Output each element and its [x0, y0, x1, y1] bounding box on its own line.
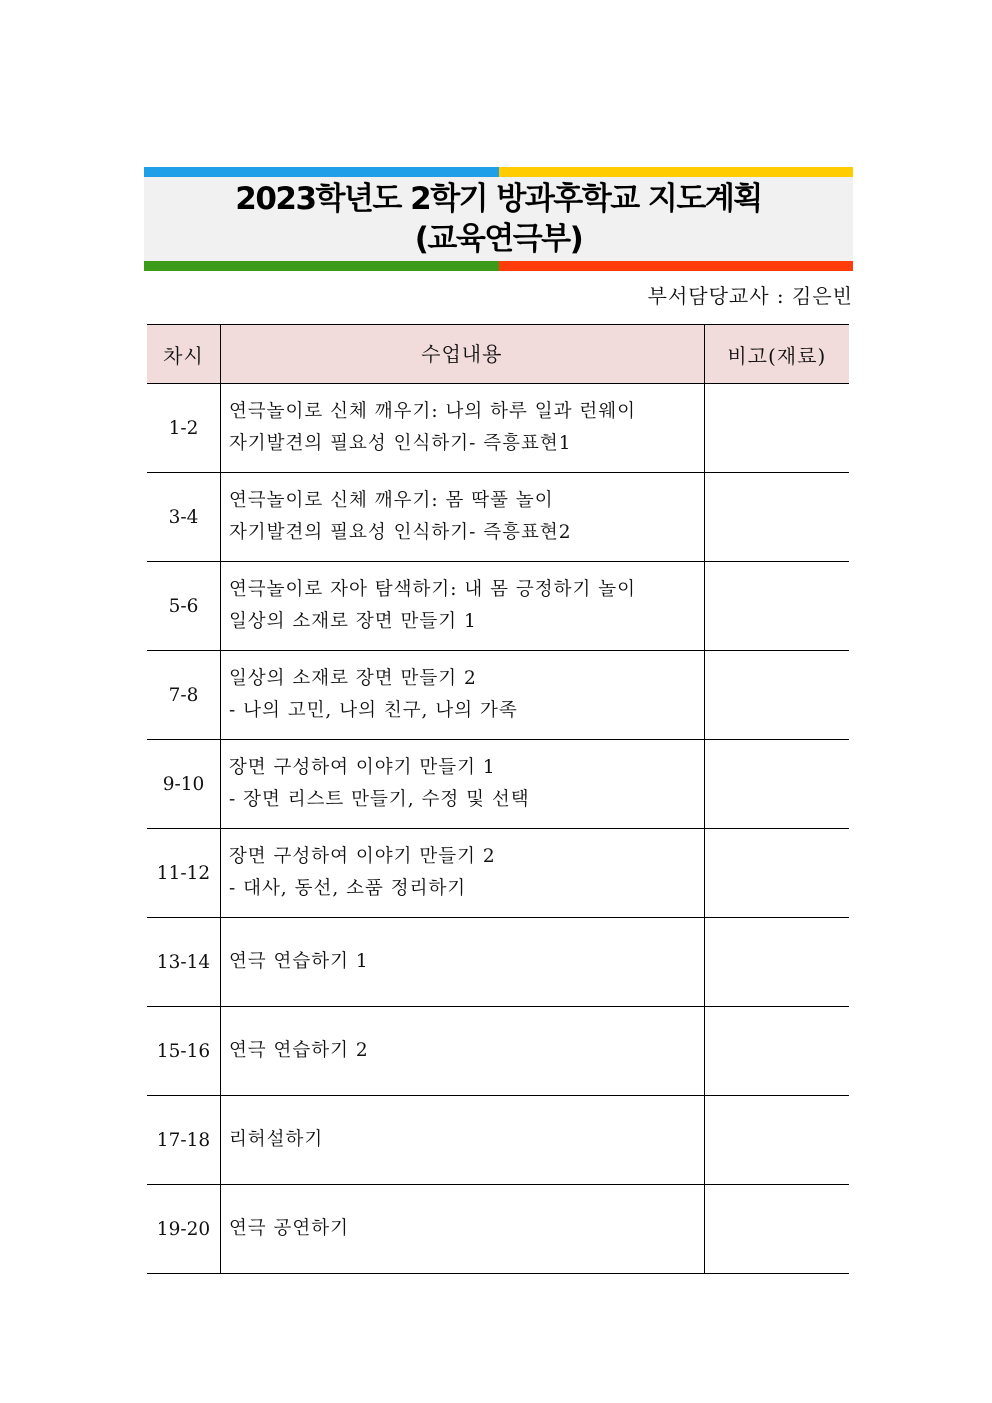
- content-line: 연극놀이로 신체 깨우기: 나의 하루 일과 런웨이: [228, 401, 637, 422]
- content-line: 연극놀이로 자아 탐색하기: 내 몸 긍정하기 놀이: [228, 579, 637, 600]
- session-cell: 9-10: [147, 740, 220, 829]
- table-row: [147, 1096, 849, 1185]
- bar-segment-green: [144, 261, 499, 271]
- content-cell: [220, 473, 704, 562]
- content-line: 일상의 소재로 장면 만들기 1: [228, 611, 477, 632]
- note-cell: [704, 918, 849, 1007]
- document-title: [144, 179, 853, 259]
- note-cell: [704, 1007, 849, 1096]
- content-cell: [220, 562, 704, 651]
- note-cell: [704, 740, 849, 829]
- table-row: [147, 918, 849, 1007]
- content-line: 장면 구성하여 이야기 만들기 2: [228, 846, 496, 867]
- content-cell: [220, 1007, 704, 1096]
- note-cell: [704, 651, 849, 740]
- header-note: 비고(재료): [704, 325, 849, 384]
- table-row: [147, 740, 849, 829]
- title-top-bar: [144, 167, 853, 177]
- title-box: [144, 167, 853, 271]
- plan-table: [147, 324, 849, 1274]
- session-cell: 19-20: [147, 1185, 220, 1274]
- table-row: [147, 562, 849, 651]
- table-header-row: [147, 325, 849, 384]
- title-line-1: 2023학년도 2학기 방과후학교 지도계획: [235, 181, 762, 217]
- note-cell: [704, 473, 849, 562]
- note-cell: [704, 562, 849, 651]
- bar-segment-blue: [144, 167, 499, 177]
- note-cell: [704, 384, 849, 473]
- content-cell: [220, 829, 704, 918]
- content-line: 자기발견의 필요성 인식하기- 즉흥표현2: [228, 522, 572, 543]
- bar-segment-red: [499, 261, 854, 271]
- content-line: - 나의 고민, 나의 친구, 나의 가족: [228, 700, 518, 721]
- content-cell: [220, 651, 704, 740]
- teacher-label: 부서담당교사 : 김은빈: [647, 284, 853, 308]
- content-cell: [220, 1185, 704, 1274]
- note-cell: [704, 829, 849, 918]
- content-cell: [220, 384, 704, 473]
- content-line: 장면 구성하여 이야기 만들기 1: [228, 757, 496, 778]
- table-row: [147, 384, 849, 473]
- table-row: [147, 829, 849, 918]
- content-cell: [220, 1096, 704, 1185]
- plan-table-body: [147, 384, 849, 1274]
- content-line: - 대사, 동선, 소품 정리하기: [228, 878, 467, 899]
- session-cell: 3-4: [147, 473, 220, 562]
- session-cell: 17-18: [147, 1096, 220, 1185]
- content-line: 일상의 소재로 장면 만들기 2: [228, 668, 477, 689]
- content-line: 연극 공연하기: [228, 1218, 350, 1239]
- header-content: 수업내용: [220, 325, 704, 384]
- note-cell: [704, 1185, 849, 1274]
- session-cell: 13-14: [147, 918, 220, 1007]
- table-row: [147, 651, 849, 740]
- table-row: [147, 1185, 849, 1274]
- title-bottom-bar: [144, 261, 853, 271]
- session-cell: 11-12: [147, 829, 220, 918]
- table-row: [147, 1007, 849, 1096]
- content-line: 리허설하기: [228, 1129, 324, 1150]
- content-line: 연극 연습하기 2: [228, 1040, 369, 1061]
- session-cell: 7-8: [147, 651, 220, 740]
- session-cell: 15-16: [147, 1007, 220, 1096]
- content-line: 자기발견의 필요성 인식하기- 즉흥표현1: [228, 433, 572, 454]
- session-cell: 5-6: [147, 562, 220, 651]
- content-cell: [220, 918, 704, 1007]
- note-cell: [704, 1096, 849, 1185]
- session-cell: 1-2: [147, 384, 220, 473]
- content-line: 연극 연습하기 1: [228, 951, 369, 972]
- table-row: [147, 473, 849, 562]
- content-cell: [220, 740, 704, 829]
- content-line: - 장면 리스트 만들기, 수정 및 선택: [228, 789, 530, 810]
- header-session: 차시: [147, 325, 220, 384]
- title-line-2: (교육연극부): [414, 221, 583, 257]
- content-line: 연극놀이로 신체 깨우기: 몸 딱풀 놀이: [228, 490, 554, 511]
- bar-segment-yellow: [499, 167, 854, 177]
